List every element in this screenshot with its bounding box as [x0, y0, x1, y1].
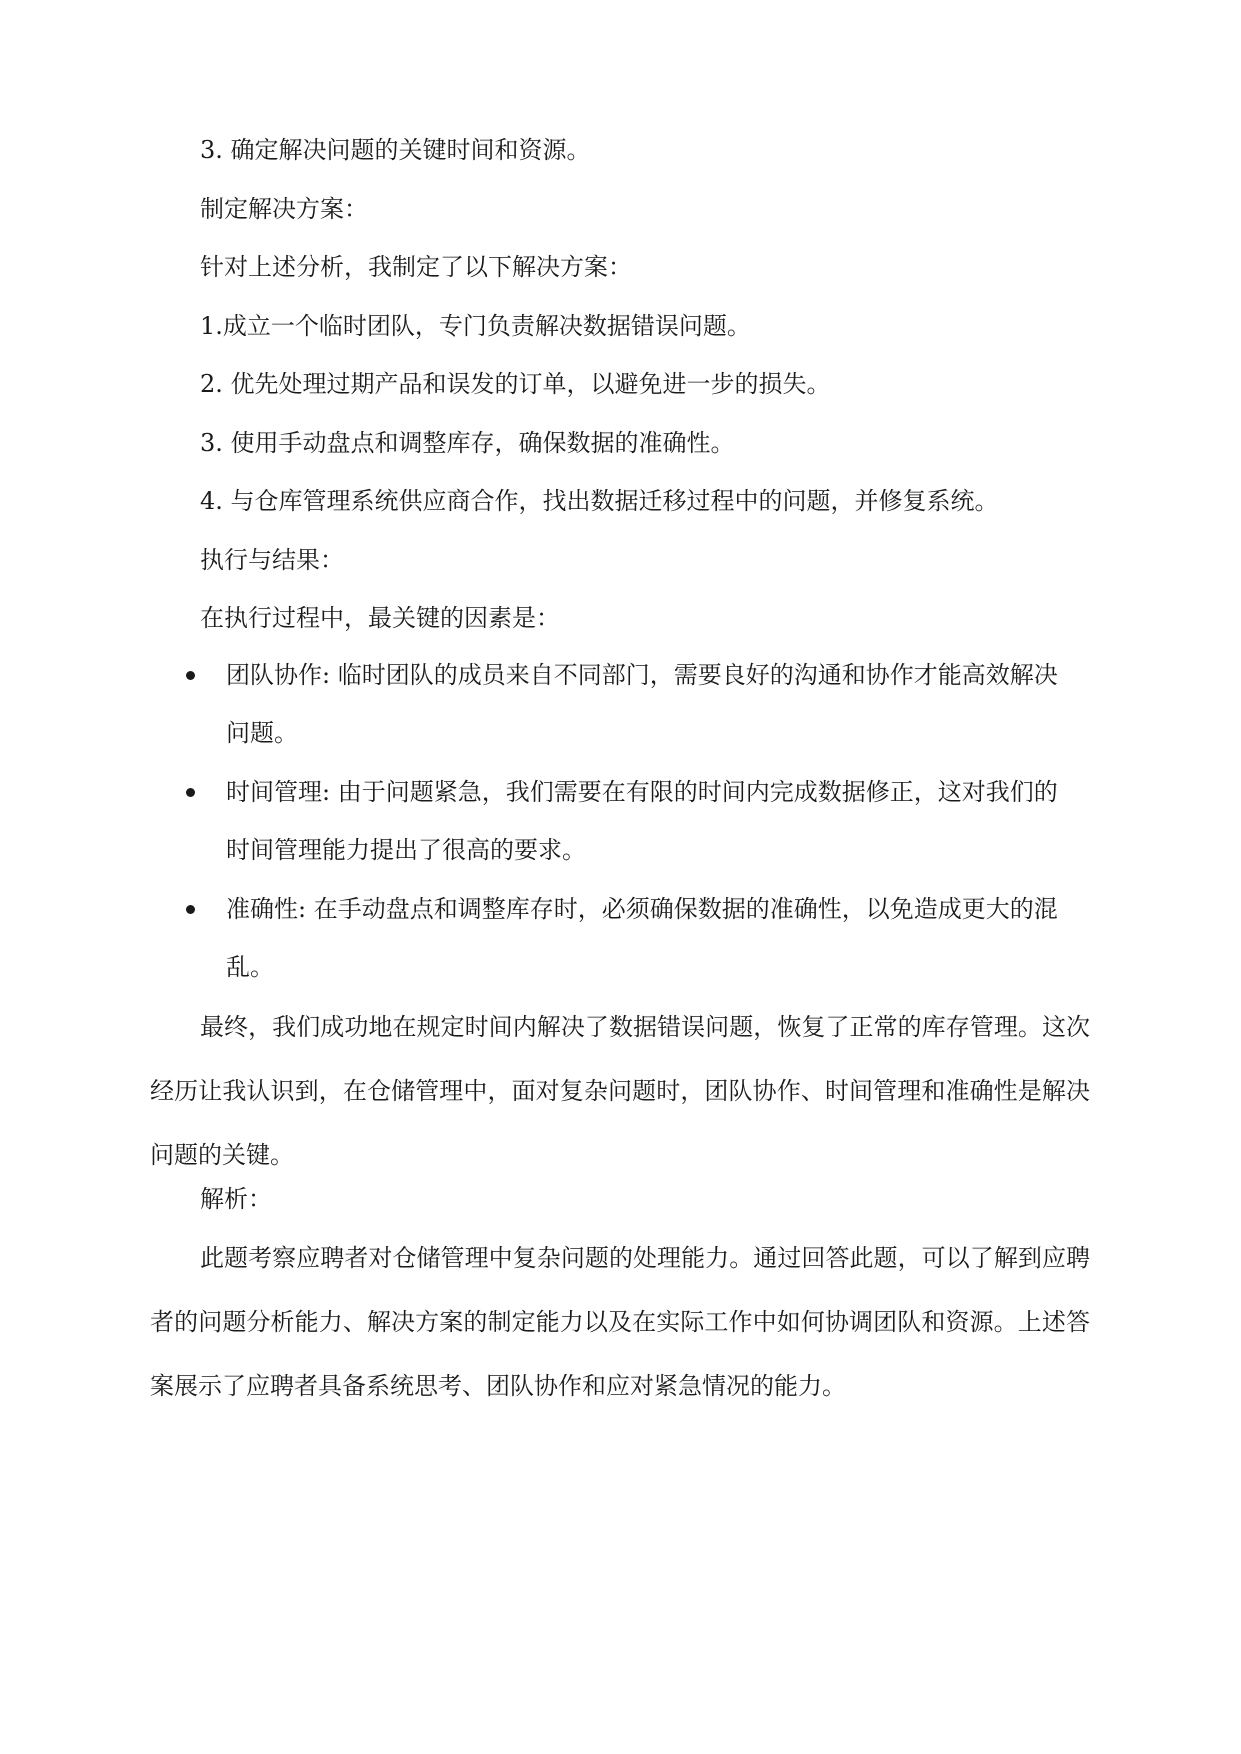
bullet-2-line-2: 时间管理能力提出了很高的要求。 [226, 836, 586, 864]
bullet-icon [186, 905, 195, 914]
step-3-text: 3. 确定解决问题的关键时间和资源。 [200, 136, 591, 164]
solution-intro: 针对上述分析，我制定了以下解决方案： [200, 253, 632, 281]
bullet-3-line-2: 乱。 [226, 953, 274, 981]
solution-item-4: 4. 与仓库管理系统供应商合作，找出数据迁移过程中的问题，并修复系统。 [200, 487, 999, 515]
bullet-1-line-2: 问题。 [226, 719, 298, 747]
execution-intro: 在执行过程中，最关键的因素是： [200, 604, 560, 632]
bullet-1-line-1: 团队协作: 临时团队的成员来自不同部门，需要良好的沟通和协作才能高效解决 [226, 661, 1058, 689]
solution-item-2: 2. 优先处理过期产品和误发的订单，以避免进一步的损失。 [200, 370, 831, 398]
bullet-icon [186, 671, 195, 680]
bullet-3-line-1: 准确性: 在手动盘点和调整库存时，必须确保数据的准确性，以免造成更大的混 [226, 895, 1058, 923]
execution-heading: 执行与结果： [200, 546, 344, 574]
bullet-2-line-1: 时间管理: 由于问题紧急，我们需要在有限的时间内完成数据修正，这对我们的 [226, 778, 1058, 806]
analysis-heading: 解析： [200, 1185, 272, 1213]
solution-item-3: 3. 使用手动盘点和调整库存，确保数据的准确性。 [200, 429, 735, 457]
conclusion-paragraph: 最终，我们成功地在规定时间内解决了数据错误问题，恢复了正常的库存管理。这次经历让我认识到，在仓储管理中，面对复杂问题时，团队协作、时间管理和准确性是解决问题的关键。 [150, 1013, 1090, 1169]
analysis-paragraph: 此题考察应聘者对仓储管理中复杂问题的处理能力。通过回答此题，可以了解到应聘者的问题分析能力、解决方案的制定能力以及在实际工作中如何协调团队和资源。上述答案展示了应聘者具备系统思考、团队协作和应对紧急情况的能力。 [150, 1244, 1090, 1400]
solution-item-1: 1.成立一个临时团队，专门负责解决数据错误问题。 [200, 312, 751, 340]
bullet-icon [186, 788, 195, 797]
solution-heading: 制定解决方案： [200, 195, 368, 223]
